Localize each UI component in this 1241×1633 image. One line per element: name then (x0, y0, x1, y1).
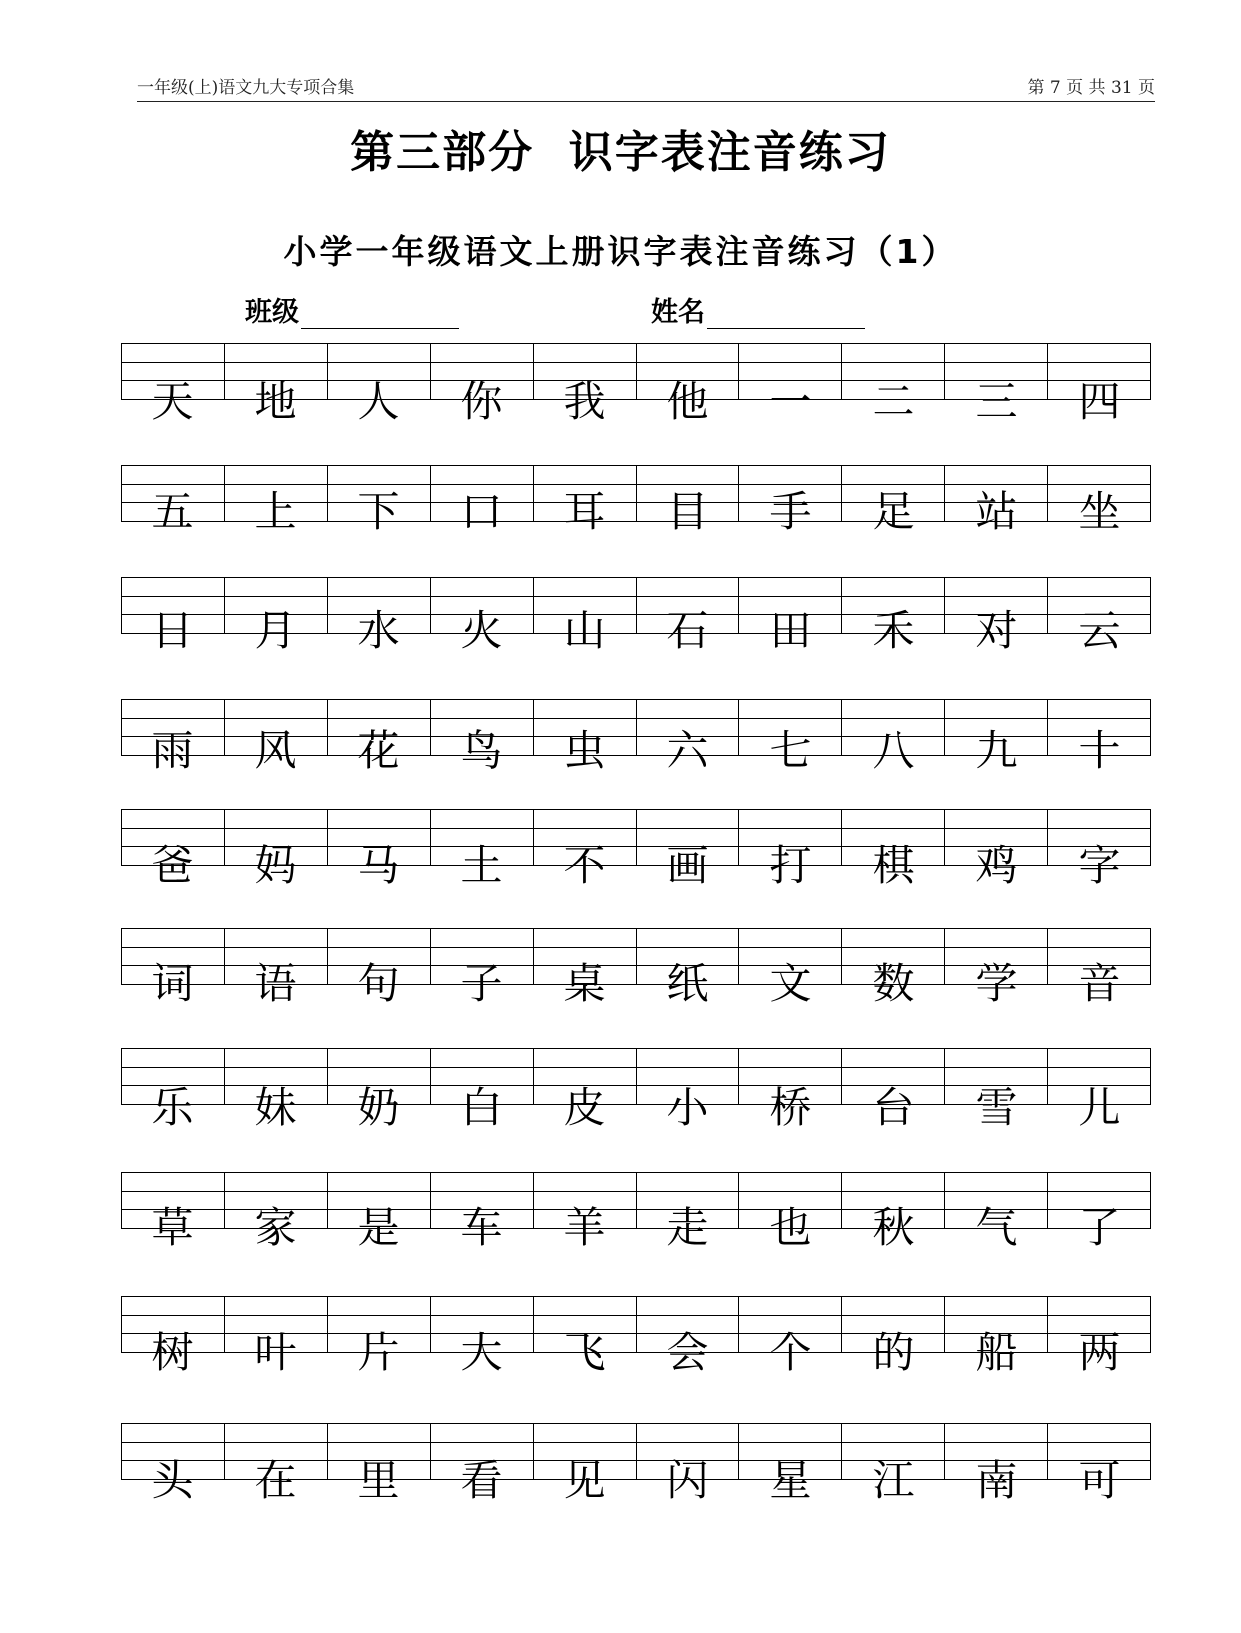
character: 南 (975, 1456, 1018, 1505)
character: 禾 (872, 606, 915, 655)
name-field (651, 290, 865, 329)
character: 大 (460, 1328, 503, 1377)
character: 他 (666, 377, 709, 426)
character: 土 (460, 841, 503, 890)
character: 妹 (254, 1083, 297, 1132)
character: 日 (151, 606, 194, 655)
character: 桌 (563, 959, 606, 1008)
character: 文 (769, 959, 812, 1008)
character-row (121, 1451, 1151, 1511)
character: 耳 (563, 487, 606, 536)
character: 字 (1078, 841, 1121, 890)
class-field (245, 290, 459, 329)
character: 七 (769, 726, 812, 775)
character: 片 (357, 1328, 400, 1377)
character: 气 (975, 1203, 1018, 1252)
character: 五 (151, 487, 194, 536)
character: 花 (357, 726, 400, 775)
character: 口 (460, 487, 503, 536)
character: 里 (357, 1456, 400, 1505)
character: 皮 (563, 1083, 606, 1132)
character: 虫 (563, 726, 606, 775)
section-title: 第三部分 识字表注音练习 (350, 127, 891, 178)
character: 风 (254, 726, 297, 775)
character: 树 (151, 1328, 194, 1377)
character: 儿 (1078, 1083, 1121, 1132)
character-row (121, 1198, 1151, 1258)
character: 画 (666, 841, 709, 890)
character: 草 (151, 1203, 194, 1252)
header-book-title: 一年级(上)语文九大专项合集 (137, 78, 355, 98)
character: 语 (254, 959, 297, 1008)
character: 手 (769, 487, 812, 536)
character: 九 (975, 726, 1018, 775)
character: 二 (872, 377, 915, 426)
character: 词 (151, 959, 194, 1008)
character: 学 (975, 959, 1018, 1008)
character-row (121, 1323, 1151, 1383)
character: 奶 (357, 1083, 400, 1132)
character: 可 (1078, 1456, 1121, 1505)
character-row (121, 601, 1151, 661)
character: 云 (1078, 606, 1121, 655)
character: 看 (460, 1456, 503, 1505)
character: 爸 (151, 841, 194, 890)
character: 鸟 (460, 726, 503, 775)
character: 棋 (872, 841, 915, 890)
character: 星 (769, 1456, 812, 1505)
character: 头 (151, 1456, 194, 1505)
character: 在 (254, 1456, 297, 1505)
header-page-number: 第 7 页 共 31 页 (1027, 78, 1155, 98)
character: 句 (357, 959, 400, 1008)
character: 目 (666, 487, 709, 536)
character: 桥 (769, 1083, 812, 1132)
class-label: 班级 (245, 297, 299, 328)
character: 坐 (1078, 487, 1121, 536)
character: 雪 (975, 1083, 1018, 1132)
class-input-line[interactable] (301, 300, 459, 329)
character: 不 (563, 841, 606, 890)
character: 田 (769, 606, 812, 655)
character: 走 (666, 1203, 709, 1252)
character: 会 (666, 1328, 709, 1377)
character: 个 (769, 1328, 812, 1377)
character: 月 (254, 606, 297, 655)
character: 我 (563, 377, 606, 426)
character: 石 (666, 606, 709, 655)
character: 你 (460, 377, 503, 426)
character: 江 (872, 1456, 915, 1505)
character: 音 (1078, 959, 1121, 1008)
character: 鸡 (975, 841, 1018, 890)
character: 打 (769, 841, 812, 890)
character: 六 (666, 726, 709, 775)
character: 人 (357, 377, 400, 426)
character: 家 (254, 1203, 297, 1252)
character: 上 (254, 487, 297, 536)
character: 站 (975, 487, 1018, 536)
character: 叶 (254, 1328, 297, 1377)
character: 闪 (666, 1456, 709, 1505)
character-row (121, 482, 1151, 542)
character: 小 (666, 1083, 709, 1132)
name-input-line[interactable] (707, 300, 865, 329)
character: 天 (151, 377, 194, 426)
character-row (121, 372, 1151, 432)
character: 也 (769, 1203, 812, 1252)
character-row (121, 721, 1151, 781)
character: 秋 (872, 1203, 915, 1252)
character: 子 (460, 959, 503, 1008)
student-info (0, 290, 1241, 330)
character: 妈 (254, 841, 297, 890)
character: 雨 (151, 726, 194, 775)
character: 下 (357, 487, 400, 536)
character: 乐 (151, 1083, 194, 1132)
character: 台 (872, 1083, 915, 1132)
character: 是 (357, 1203, 400, 1252)
character: 山 (563, 606, 606, 655)
character-row (121, 954, 1151, 1014)
character: 马 (357, 841, 400, 890)
character: 飞 (563, 1328, 606, 1377)
character: 四 (1078, 377, 1121, 426)
character: 羊 (563, 1203, 606, 1252)
character: 对 (975, 606, 1018, 655)
character: 地 (254, 377, 297, 426)
character: 车 (460, 1203, 503, 1252)
character-row (121, 836, 1151, 896)
character: 八 (872, 726, 915, 775)
character: 火 (460, 606, 503, 655)
character: 一 (769, 377, 812, 426)
character: 十 (1078, 726, 1121, 775)
page-header (137, 77, 1155, 102)
character: 船 (975, 1328, 1018, 1377)
character: 白 (460, 1083, 503, 1132)
character: 足 (872, 487, 915, 536)
character-row (121, 1078, 1151, 1138)
name-label: 姓名 (651, 297, 705, 328)
character: 了 (1078, 1203, 1121, 1252)
character: 数 (872, 959, 915, 1008)
character: 纸 (666, 959, 709, 1008)
character: 水 (357, 606, 400, 655)
character: 两 (1078, 1328, 1121, 1377)
worksheet-title: 小学一年级语文上册识字表注音练习（1） (283, 232, 958, 271)
character: 的 (872, 1328, 915, 1377)
character: 见 (563, 1456, 606, 1505)
character: 三 (975, 377, 1018, 426)
